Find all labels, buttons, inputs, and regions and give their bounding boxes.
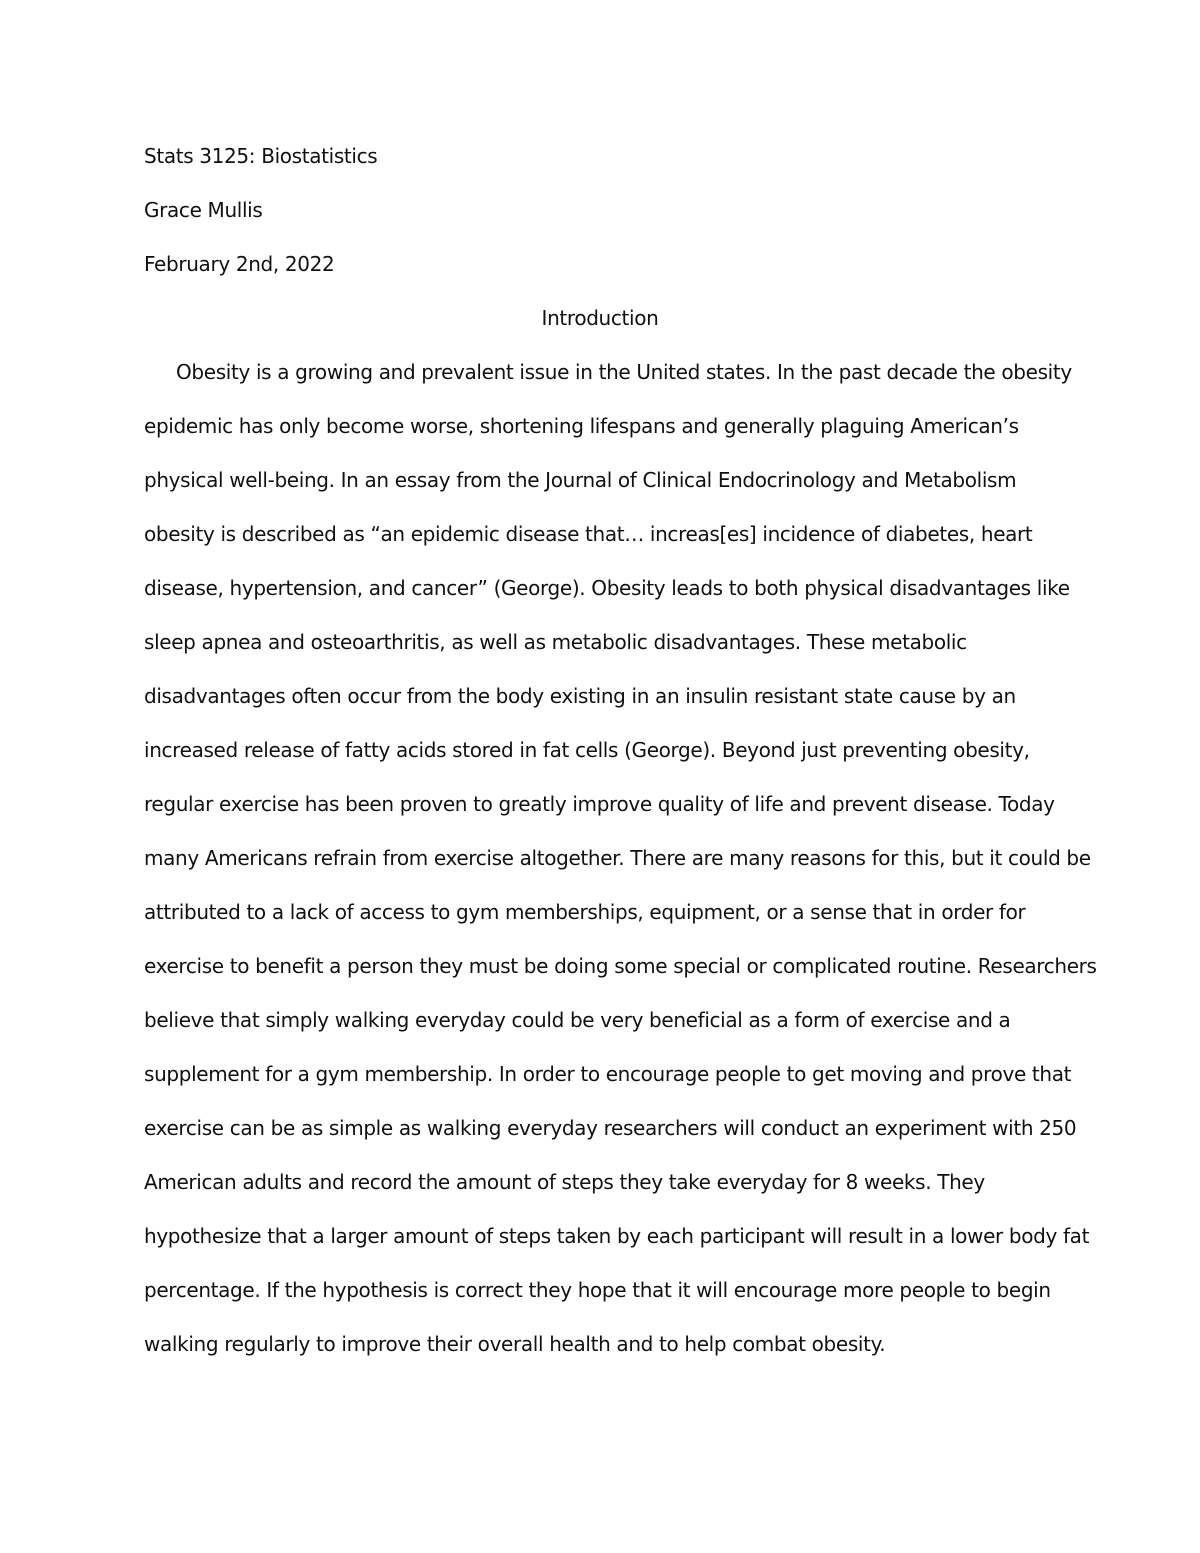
paragraph-line: epidemic has only become worse, shortening lifespans and generally plaguing American’s [144,414,1019,438]
paragraph-line: obesity is described as “an epidemic disease that… increas[es] incidence of diabetes, heart [144,522,1033,546]
paragraph-line: disadvantages often occur from the body existing in an insulin resistant state cause by an [144,684,1016,708]
paragraph-line: increased release of fatty acids stored in fat cells (George). Beyond just preventing obesity, [144,738,1030,762]
paragraph-line: American adults and record the amount of steps they take everyday for 8 weeks. They [144,1170,985,1194]
paragraph-line: believe that simply walking everyday could be very beneficial as a form of exercise and a [144,1008,1011,1032]
section-title: Introduction [541,306,659,330]
paragraph-line: disease, hypertension, and cancer” (George). Obesity leads to both physical disadvantages like [144,576,1070,600]
paragraph-line: Obesity is a growing and prevalent issue in the United states. In the past decade the obesity [176,360,1072,384]
document-date: February 2nd, 2022 [144,252,335,276]
paragraph-line: hypothesize that a larger amount of steps taken by each participant will result in a lower body fat [144,1224,1090,1248]
paragraph-line: many Americans refrain from exercise altogether. There are many reasons for this, but it could be [144,846,1091,870]
course-name: Stats 3125: Biostatistics [144,144,378,168]
paragraph-line: sleep apnea and osteoarthritis, as well as metabolic disadvantages. These metabolic [144,630,967,654]
paragraph-line: exercise can be as simple as walking everyday researchers will conduct an experiment with 250 [144,1116,1077,1140]
paragraph-line: regular exercise has been proven to greatly improve quality of life and prevent disease. Today [144,792,1055,816]
paragraph-line: attributed to a lack of access to gym memberships, equipment, or a sense that in order for [144,900,1026,924]
paragraph-line: walking regularly to improve their overall health and to help combat obesity. [144,1332,886,1356]
author-name: Grace Mullis [144,198,263,222]
paragraph-line: exercise to benefit a person they must be doing some special or complicated routine. Researchers [144,954,1097,978]
paragraph-line: physical well-being. In an essay from the Journal of Clinical Endocrinology and Metabolism [144,468,1017,492]
paragraph-line: supplement for a gym membership. In order to encourage people to get moving and prove that [144,1062,1072,1086]
paragraph-line: percentage. If the hypothesis is correct they hope that it will encourage more people to begin [144,1278,1051,1302]
